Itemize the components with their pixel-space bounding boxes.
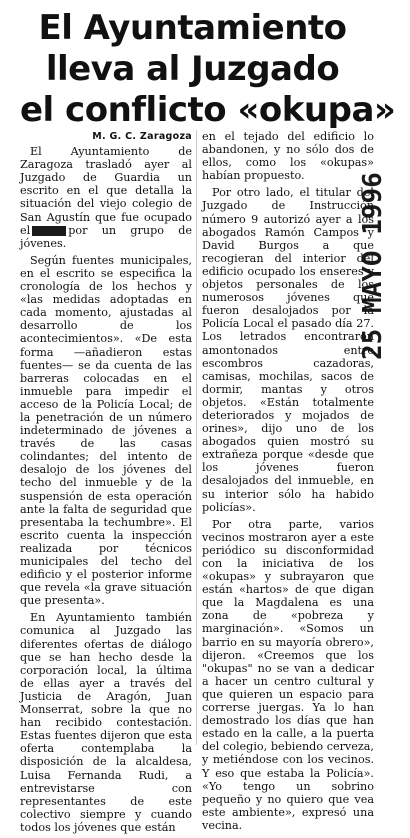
paragraph: Por otra parte, varios vecinos mostraron ayer a este periódico su disconformidad con la iniciativa de los «okupas» y subrayaron que están «hartos» de que digan que la Magdalena es una zona de «pobreza y marginación». «Somos un barrio en su mayoría obrero», dijeron. «Creemos que los "okupas" no se van a dedicar a hacer un centro cultural y que quieren un espacio para correrse juergas. Ya lo han demostrado los días que han estado en la calle, a la puerta del colegio, bebiendo cerveza, y metiéndose con los vecinos. Y eso que estaba la Policía». «Yo tengo un sobrino pequeño y no quiero que vea este ambiente», expresó una vecina. [202,517,374,832]
paragraph: en el tejado del edificio lo abandonen, y no sólo dos de ellos, como los «okupas» habían propuesto. [202,130,374,183]
paragraph-text: por un grupo de jóvenes. [20,223,192,250]
headline [20,8,396,131]
headline-line-3: el conflicto «okupa» [20,90,396,130]
byline: M. G. C. Zaragoza [92,131,192,142]
paragraph: En Ayuntamiento también comunica al Juzgado las diferentes ofertas de diálogo que se han hecho desde la corporación local, la última de ellas ayer a través del Justicia de Aragón, Juan Monserrat, sobre la que no han recibido contestación. Estas fuentes dijeron que esta oferta contemplaba la disposición de la alcaldesa, Luisa Fernanda Rudi, a entrevistarse con representantes de este colectivo siempre y cuando todos los jóvenes que están [20,611,192,834]
article-column-right [202,130,374,836]
headline-line-1: El Ayuntamiento [38,8,347,48]
paragraph-text: El Ayuntamiento de Zaragoza trasladó ayer al Juzgado de Guardia un escrito en el que detalla la situación del viejo colegio de San Agustín que fue ocupado el [20,145,192,237]
paragraph: Por otro lado, el titular del Juzgado de Instrucción número 9 autorizó ayer a los abogados Ramón Campos y David Burgos a que recogieran del interior del edificio ocupado los enseres y objetos personales de los numerosos jóvenes que fueron desalojados por la Policía Local el pasado día 27. Los letrados encontraron amontonados entre escombros cazadoras, camisas, mochilas, sacos de dormir, mantas y otros objetos. «Están totalmente deteriorados y mojados de orines», dijo uno de los abogados quien mostró su extrañeza porque «desde que los jóvenes fueron desalojados del inmueble, en su interior sólo ha habido policías». [202,186,374,514]
column-divider [196,130,197,745]
headline-line-2: lleva al Juzgado [45,49,340,89]
paragraph [20,145,192,250]
handwritten-date: 25 MAYO 1996 [358,172,388,360]
article-column-left [20,130,192,838]
paragraph: Según fuentes municipales, en el escrito se especifica la cronología de los hechos y «las medidas adoptadas en cada momento, ajustadas al desarrollo de los acontecimientos». «De esta forma —añadieron estas fuentes— se da cuenta de las barreras colocadas en el inmueble para impedir el acceso de la Policía Local; de la penetración de un número indeterminado de jóvenes a través de las casas colindantes; del intento de desalojo de los jóvenes del techo del inmueble y de la suspensión de esta operación ante la falta de seguridad que presentaba la techumbre». El escrito cuenta la inspección realizada por técnicos municipales del techo del edificio y el posterior informe que revela «la grave situación que presenta». [20,253,192,608]
redacted-date-mark [32,226,66,236]
